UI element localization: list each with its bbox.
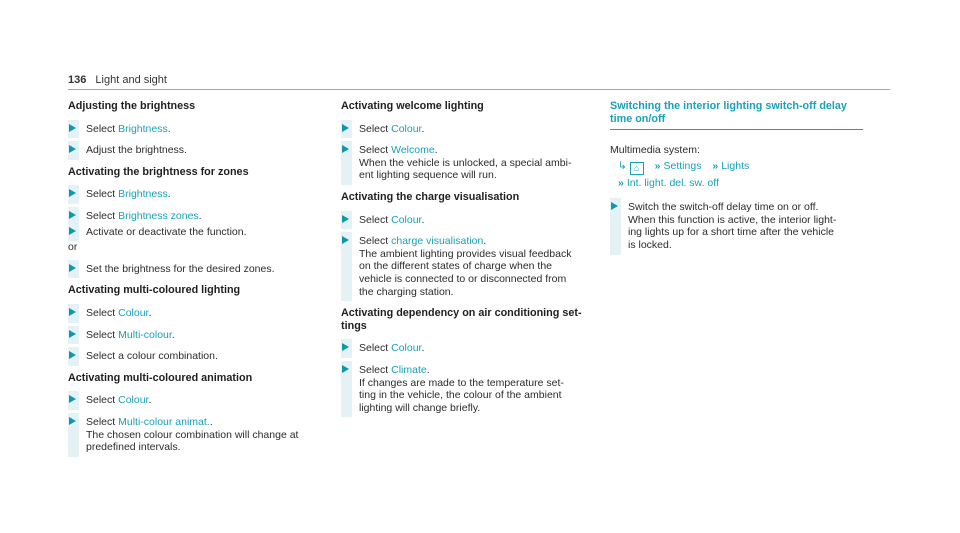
path-int-light: Int. light. del. sw. off [626,176,719,189]
step-arrow-icon [611,202,618,210]
step: Select Colour. [68,307,323,320]
step-arrow-icon [342,343,349,351]
step: Select charge visualisation. The ambient lighting provides visual feedback on the different states of charge when the vehicle is connected to or disconnected from the charging station. [341,235,596,298]
home-icon: ⌂ [630,162,644,175]
step: Select Colour. [68,394,323,407]
column-2 [341,100,596,423]
path-settings: Settings [663,159,702,172]
or-text: or [68,241,78,254]
step-arrow-icon [69,417,76,425]
step-arrow-icon [342,145,349,153]
page-number: 136 [68,74,87,86]
heading-welcome-lighting: Activating welcome lighting [341,100,484,112]
step: Select Climate. If changes are made to the temperature set- ting in the vehicle, the colour of the ambient lighting will change briefly. [341,364,596,414]
menu-ref: Colour [391,342,422,355]
chevron-icon: » [618,176,624,189]
step-arrow-icon [69,395,76,403]
menu-ref: Colour [391,213,422,226]
menu-ref: Multi-colour animat. [118,415,210,428]
step: Activate or deactivate the function. [68,226,323,239]
menu-ref: Multi-colour [118,328,172,341]
step: Set the brightness for the desired zones. [68,263,323,276]
step: Select Colour. [341,214,596,227]
menu-ref: Colour [118,394,149,407]
step: Select Multi-colour. [68,329,323,342]
section-title: Light and sight [95,74,167,86]
step: Select Brightness. [68,188,323,201]
multimedia-label: Multimedia system: [610,144,700,156]
step-arrow-icon [69,189,76,197]
heading-adjust-brightness: Adjusting the brightness [68,100,196,112]
heading-brightness-zones: Activating the brightness for zones [68,165,249,178]
menu-path [618,160,865,175]
heading-charge-visualisation: Activating the charge visualisation [341,190,520,203]
step-arrow-icon [342,124,349,132]
step-arrow-icon [69,211,76,219]
page-header [68,74,167,86]
menu-ref: Brightness zones [118,209,199,222]
step-arrow-icon [69,145,76,153]
step-arrow-icon [342,236,349,244]
step: Select a colour combination. [68,350,323,363]
heading-multi-colour-animation: Activating multi-coloured animation [68,371,253,384]
heading-switch-off-delay: Switching the interior lighting switch-off delay time on/off [610,100,863,130]
return-arrow-icon: ↳ [618,159,627,172]
menu-path-continued [618,177,865,190]
step: Switch the switch-off delay time on or off. When this function is active, the interior light- ing lights up for a short time after the vehicle is locked. [610,201,865,251]
menu-ref: Brightness [118,188,168,201]
menu-ref: charge visualisation [391,235,484,248]
step: Select Brightness zones. [68,210,323,223]
step: Select Colour. [341,123,596,136]
step: Select Multi-colour animat.. The chosen colour combination will change at predefined intervals. [68,416,323,454]
step-arrow-icon [69,330,76,338]
menu-ref: Welcome [391,144,435,157]
chevron-icon: » [654,159,661,172]
chevron-icon: » [712,159,719,172]
step-arrow-icon [69,227,76,235]
step-arrow-icon [342,365,349,373]
step-arrow-icon [342,215,349,223]
path-lights: Lights [721,159,750,172]
header-rule [68,89,890,90]
heading-multi-colour: Activating multi-coloured lighting [68,284,241,297]
step: Select Colour. [341,342,596,355]
step-arrow-icon [69,264,76,272]
column-3 [610,100,865,261]
step: Select Brightness. [68,123,323,136]
step: Select Welcome. When the vehicle is unlocked, a special ambi- ent lighting sequence will run. [341,144,596,182]
step-arrow-icon [69,308,76,316]
heading-air-conditioning-dependency: Activating dependency on air conditioning set- tings [341,307,582,332]
menu-ref: Climate [391,363,427,376]
menu-ref: Brightness [118,122,168,135]
column-1 [68,100,323,463]
menu-ref: Colour [391,122,422,135]
step-arrow-icon [69,351,76,359]
step-arrow-icon [69,124,76,132]
menu-ref: Colour [118,306,149,319]
step: Adjust the brightness. [68,144,323,157]
